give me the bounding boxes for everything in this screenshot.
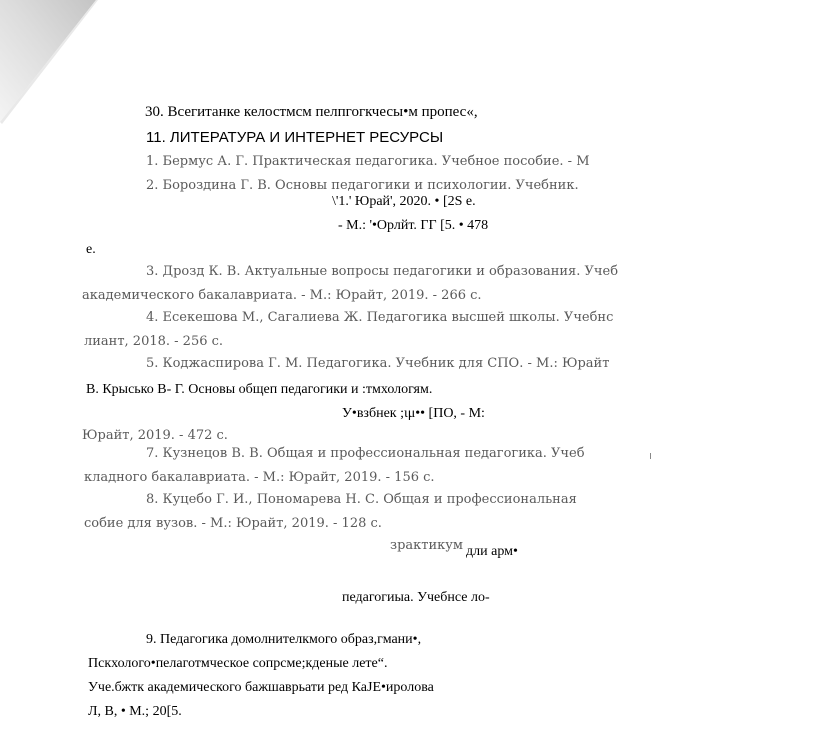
reference-9-line-3: Уче.бжтк академического бажшаврьати ред КаJE•иролова: [88, 680, 434, 695]
reference-4-line-1: 4. Есекешова М., Сагалиева Ж. Педагогика высшей школы. Учебнс: [146, 310, 614, 325]
reference-8-line-2: собие для вузов. - М.: Юрайт, 2019. - 128 с.: [84, 516, 382, 531]
reference-8-overlay-b: дли арм•: [466, 544, 518, 559]
numbered-item-30: 30. Всегитанке келостмсм пелпгогкчесы•м пропес«,: [145, 104, 478, 120]
reference-7-line-2: кладного бакалавриата. - М.: Юрайт, 2019. - 156 с.: [84, 470, 435, 485]
reference-6-line-3: Юрайт, 2019. - 472 с.: [82, 428, 228, 443]
reference-2-overlay-b: - М.: '•Орлйт. ГГ [5. • 478: [338, 218, 489, 233]
reference-2: 2. Бороздина Г. В. Основы педагогики и психологии. Учебник.: [146, 178, 579, 193]
section-heading: 11. ЛИТЕРАТУРА И ИНТЕРНЕТ РЕСУРСЫ: [146, 130, 444, 146]
reference-9-line-2: Пскхолого•пелаготмческое сопрсме;кденые лете“.: [88, 656, 388, 671]
reference-8-overlay-a: зрактикум: [390, 538, 464, 553]
reference-2-overlay-a: \'1.' Юрай', 2020. • [2S е.: [332, 194, 476, 209]
reference-6-line-2: У•взбнек ;ιμ•• [ПО, - М:: [342, 406, 485, 421]
reference-5: 5. Коджаспирова Г. М. Педагогика. Учебник для СПО. - М.: Юрайт: [146, 356, 610, 371]
reference-6-line-1: В. Крысько В- Г. Основы общеп педагогики и :тмхологям.: [86, 382, 433, 397]
reference-9-line-1: 9. Педагогика домолнителкмого образ,гмани•,: [146, 632, 422, 647]
page-curl-icon: [0, 0, 100, 125]
reference-3-line-2: академического бакалавриата. - М.: Юрайт, 2019. - 266 с.: [82, 288, 482, 303]
reference-8-line-1: 8. Куцебо Г. И., Пономарева Н. С. Общая и профессиональная: [146, 492, 577, 507]
scan-mark: [650, 453, 651, 459]
reference-1: 1. Бермус А. Г. Практическая педагогика. Учебное пособие. - М: [146, 154, 590, 169]
reference-8-overlay-c: педагогиыа. Учебнсе ло-: [342, 590, 490, 605]
reference-7-line-1: 7. Кузнецов В. В. Общая и профессиональная педагогика. Учеб: [146, 446, 585, 461]
reference-2-tail: е.: [86, 242, 96, 257]
reference-9-line-4: Л, В, • М.; 20[5.: [88, 704, 182, 719]
reference-4-line-2: лиант, 2018. - 256 с.: [84, 334, 224, 349]
reference-3-line-1: 3. Дрозд К. В. Актуальные вопросы педагогики и образования. Учеб: [146, 264, 619, 279]
